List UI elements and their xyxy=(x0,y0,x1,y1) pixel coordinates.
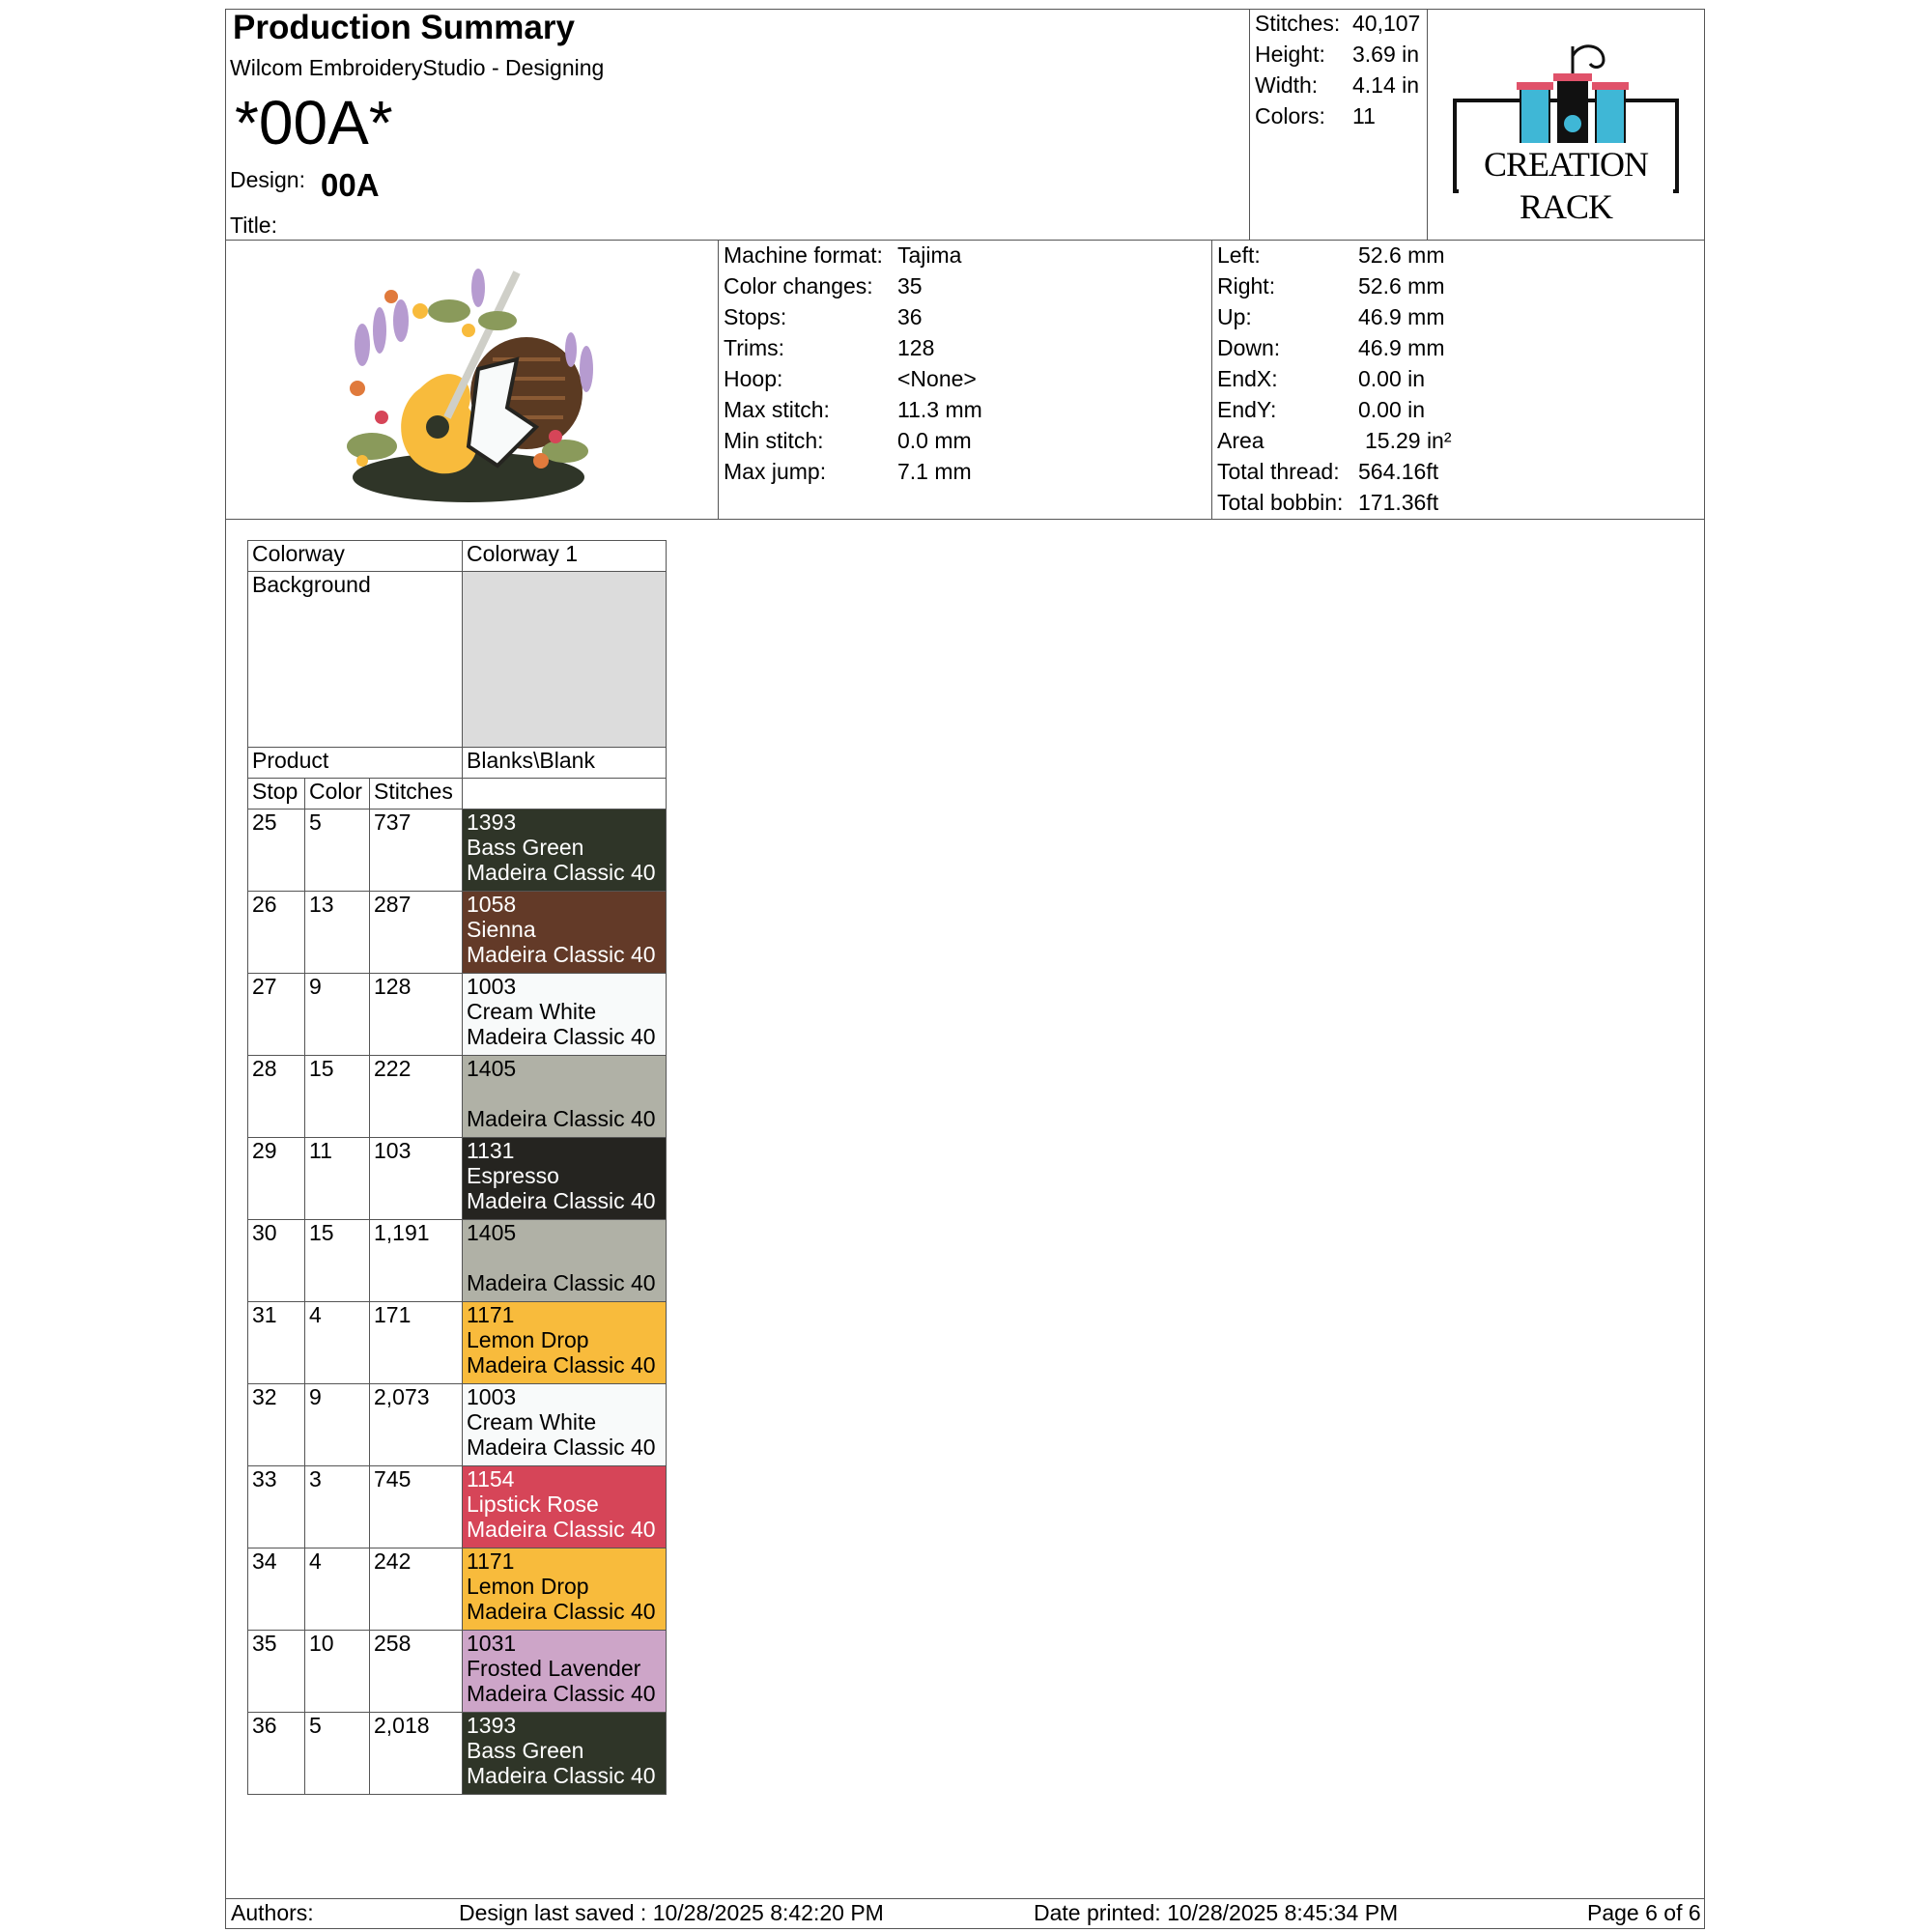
thread-name: Cream White xyxy=(467,1409,597,1435)
background-swatch xyxy=(463,572,667,748)
min-stitch-label: Min stitch: xyxy=(724,428,824,453)
stop-cell: 29 xyxy=(248,1138,305,1220)
thread-code: 1003 xyxy=(467,974,517,999)
column-header-thread xyxy=(463,779,667,810)
thread-code: 1405 xyxy=(467,1220,517,1245)
stitches-cell: 2,073 xyxy=(370,1384,463,1466)
table-row xyxy=(248,1220,667,1302)
thread-swatch xyxy=(463,1466,667,1548)
thread-name: Frosted Lavender xyxy=(467,1656,641,1681)
stops-label: Stops: xyxy=(724,304,787,329)
stops-value: 36 xyxy=(897,304,923,329)
table-row xyxy=(248,1384,667,1466)
stitches-cell: 1,191 xyxy=(370,1220,463,1302)
design-preview-image xyxy=(333,253,613,509)
colors-value: 11 xyxy=(1352,103,1376,128)
right-label: Right: xyxy=(1217,273,1276,298)
stop-cell: 26 xyxy=(248,892,305,974)
max-jump-value: 7.1 mm xyxy=(897,459,972,484)
thread-swatch xyxy=(463,1302,667,1384)
divider xyxy=(718,240,719,520)
stop-cell: 35 xyxy=(248,1631,305,1713)
up-label: Up: xyxy=(1217,304,1252,329)
thread-brand: Madeira Classic 40 xyxy=(467,1270,656,1295)
stitches-cell: 287 xyxy=(370,892,463,974)
height-label: Height: xyxy=(1255,42,1325,67)
thread-brand: Madeira Classic 40 xyxy=(467,1188,656,1213)
thread-name: Lipstick Rose xyxy=(467,1492,599,1517)
stitches-cell: 737 xyxy=(370,810,463,892)
color-number-cell: 10 xyxy=(305,1631,370,1713)
thread-name: Lemon Drop xyxy=(467,1327,589,1352)
stop-cell: 33 xyxy=(248,1466,305,1548)
endx-value: 0.00 in xyxy=(1358,366,1426,391)
trims-value: 128 xyxy=(897,335,935,360)
divider xyxy=(225,519,1705,520)
stop-cell: 28 xyxy=(248,1056,305,1138)
column-header-color: Color xyxy=(305,779,370,810)
thread-brand: Madeira Classic 40 xyxy=(467,1024,656,1049)
area-value: 15.29 in² xyxy=(1365,428,1452,453)
table-row xyxy=(248,1302,667,1384)
thread-code: 1003 xyxy=(467,1384,517,1409)
max-jump-label: Max jump: xyxy=(724,459,827,484)
table-row xyxy=(248,1713,667,1795)
width-label: Width: xyxy=(1255,72,1319,98)
trims-label: Trims: xyxy=(724,335,785,360)
color-changes-label: Color changes: xyxy=(724,273,873,298)
design-value: 00A xyxy=(321,167,380,203)
height-value: 3.69 in xyxy=(1352,42,1420,67)
thread-code: 1393 xyxy=(467,810,517,835)
thread-swatch xyxy=(463,892,667,974)
thread-name: Sienna xyxy=(467,917,536,942)
divider xyxy=(1211,240,1212,520)
stitches-cell: 258 xyxy=(370,1631,463,1713)
thread-swatch xyxy=(463,1631,667,1713)
thread-swatch xyxy=(463,1220,667,1302)
color-number-cell: 5 xyxy=(305,810,370,892)
width-value: 4.14 in xyxy=(1352,72,1420,98)
thread-code: 1393 xyxy=(467,1713,517,1738)
page-number: Page 6 of 6 xyxy=(1587,1900,1701,1925)
thread-code: 1154 xyxy=(467,1466,515,1492)
thread-code: 1031 xyxy=(467,1631,517,1656)
table-row xyxy=(248,974,667,1056)
stitches-value: 40,107 xyxy=(1352,11,1421,36)
creation-rack-logo xyxy=(1449,39,1681,226)
thread-name: Bass Green xyxy=(467,835,584,860)
thread-code: 1171 xyxy=(467,1302,515,1327)
thread-brand: Madeira Classic 40 xyxy=(467,860,656,885)
software-name: Wilcom EmbroideryStudio - Designing xyxy=(230,55,605,80)
thread-brand: Madeira Classic 40 xyxy=(467,942,656,967)
stop-cell: 34 xyxy=(248,1548,305,1631)
design-file-name: *00A* xyxy=(235,88,393,157)
total-thread-label: Total thread: xyxy=(1217,459,1340,484)
left-label: Left: xyxy=(1217,242,1261,268)
table-row xyxy=(248,1466,667,1548)
table-row xyxy=(248,1138,667,1220)
endy-value: 0.00 in xyxy=(1358,397,1426,422)
right-value: 52.6 mm xyxy=(1358,273,1445,298)
min-stitch-value: 0.0 mm xyxy=(897,428,972,453)
thread-code: 1405 xyxy=(467,1056,517,1081)
background-label: Background xyxy=(248,572,463,748)
stitches-cell: 171 xyxy=(370,1302,463,1384)
column-header-stop: Stop xyxy=(248,779,305,810)
color-number-cell: 3 xyxy=(305,1466,370,1548)
authors-label: Authors: xyxy=(231,1900,314,1925)
thread-code: 1131 xyxy=(467,1138,515,1163)
date-printed: Date printed: 10/28/2025 8:45:34 PM xyxy=(1034,1900,1399,1925)
column-header-stitches: Stitches xyxy=(370,779,463,810)
color-number-cell: 9 xyxy=(305,1384,370,1466)
total-bobbin-label: Total bobbin: xyxy=(1217,490,1344,515)
divider xyxy=(225,240,1705,241)
design-last-saved: Design last saved : 10/28/2025 8:42:20 PM xyxy=(459,1900,884,1925)
down-value: 46.9 mm xyxy=(1358,335,1445,360)
thread-swatch xyxy=(463,1384,667,1466)
colors-label: Colors: xyxy=(1255,103,1325,128)
page-title: Production Summary xyxy=(233,9,575,46)
thread-swatch xyxy=(463,974,667,1056)
thread-brand: Madeira Classic 40 xyxy=(467,1599,656,1624)
stitches-cell: 222 xyxy=(370,1056,463,1138)
thread-code: 1058 xyxy=(467,892,517,917)
table-row xyxy=(248,1056,667,1138)
thread-name: Espresso xyxy=(467,1163,559,1188)
hoop-label: Hoop: xyxy=(724,366,783,391)
color-number-cell: 11 xyxy=(305,1138,370,1220)
area-label: Area xyxy=(1217,428,1264,453)
stitches-cell: 103 xyxy=(370,1138,463,1220)
thread-name xyxy=(467,1245,666,1270)
title-label: Title: xyxy=(230,213,277,238)
endx-label: EndX: xyxy=(1217,366,1278,391)
stitches-cell: 242 xyxy=(370,1548,463,1631)
color-number-cell: 9 xyxy=(305,974,370,1056)
max-stitch-value: 11.3 mm xyxy=(897,397,982,422)
stitches-label: Stitches: xyxy=(1255,11,1341,36)
colorway-value: Colorway 1 xyxy=(463,541,667,572)
thread-code: 1171 xyxy=(467,1548,515,1574)
thread-swatch xyxy=(463,1138,667,1220)
thread-brand: Madeira Classic 40 xyxy=(467,1517,656,1542)
stop-cell: 36 xyxy=(248,1713,305,1795)
colorway-label: Colorway xyxy=(248,541,463,572)
max-stitch-label: Max stitch: xyxy=(724,397,830,422)
thread-name xyxy=(467,1081,666,1106)
divider xyxy=(1427,9,1428,241)
machine-format-value: Tajima xyxy=(897,242,962,268)
thread-brand: Madeira Classic 40 xyxy=(467,1681,656,1706)
divider xyxy=(1249,9,1250,241)
thread-name: Lemon Drop xyxy=(467,1574,589,1599)
hoop-value: <None> xyxy=(897,366,977,391)
product-label: Product xyxy=(248,748,463,779)
table-row xyxy=(248,1631,667,1713)
stop-cell: 32 xyxy=(248,1384,305,1466)
thread-brand: Madeira Classic 40 xyxy=(467,1763,656,1788)
design-label: Design: xyxy=(230,167,305,192)
color-number-cell: 5 xyxy=(305,1713,370,1795)
thread-brand: Madeira Classic 40 xyxy=(467,1435,656,1460)
table-row xyxy=(248,892,667,974)
thread-name: Cream White xyxy=(467,999,597,1024)
total-thread-value: 564.16ft xyxy=(1358,459,1439,484)
endy-label: EndY: xyxy=(1217,397,1277,422)
thread-brand: Madeira Classic 40 xyxy=(467,1352,656,1378)
thread-swatch xyxy=(463,1056,667,1138)
table-row xyxy=(248,1548,667,1631)
thread-swatch xyxy=(463,1548,667,1631)
thread-swatch xyxy=(463,1713,667,1795)
colorway-table xyxy=(247,540,667,1795)
color-number-cell: 4 xyxy=(305,1548,370,1631)
logo-text: CREATION RACK xyxy=(1459,143,1673,228)
up-value: 46.9 mm xyxy=(1358,304,1445,329)
stitches-cell: 128 xyxy=(370,974,463,1056)
left-value: 52.6 mm xyxy=(1358,242,1445,268)
color-number-cell: 13 xyxy=(305,892,370,974)
product-value: Blanks\Blank xyxy=(463,748,667,779)
table-row xyxy=(248,810,667,892)
stop-cell: 27 xyxy=(248,974,305,1056)
color-number-cell: 15 xyxy=(305,1220,370,1302)
color-changes-value: 35 xyxy=(897,273,923,298)
stop-cell: 31 xyxy=(248,1302,305,1384)
stitches-cell: 745 xyxy=(370,1466,463,1548)
machine-format-label: Machine format: xyxy=(724,242,883,268)
stitches-cell: 2,018 xyxy=(370,1713,463,1795)
stop-cell: 30 xyxy=(248,1220,305,1302)
thread-swatch xyxy=(463,810,667,892)
thread-name: Bass Green xyxy=(467,1738,584,1763)
thread-brand: Madeira Classic 40 xyxy=(467,1106,656,1131)
down-label: Down: xyxy=(1217,335,1281,360)
color-number-cell: 4 xyxy=(305,1302,370,1384)
total-bobbin-value: 171.36ft xyxy=(1358,490,1439,515)
stop-cell: 25 xyxy=(248,810,305,892)
color-number-cell: 15 xyxy=(305,1056,370,1138)
divider xyxy=(225,1898,1705,1899)
